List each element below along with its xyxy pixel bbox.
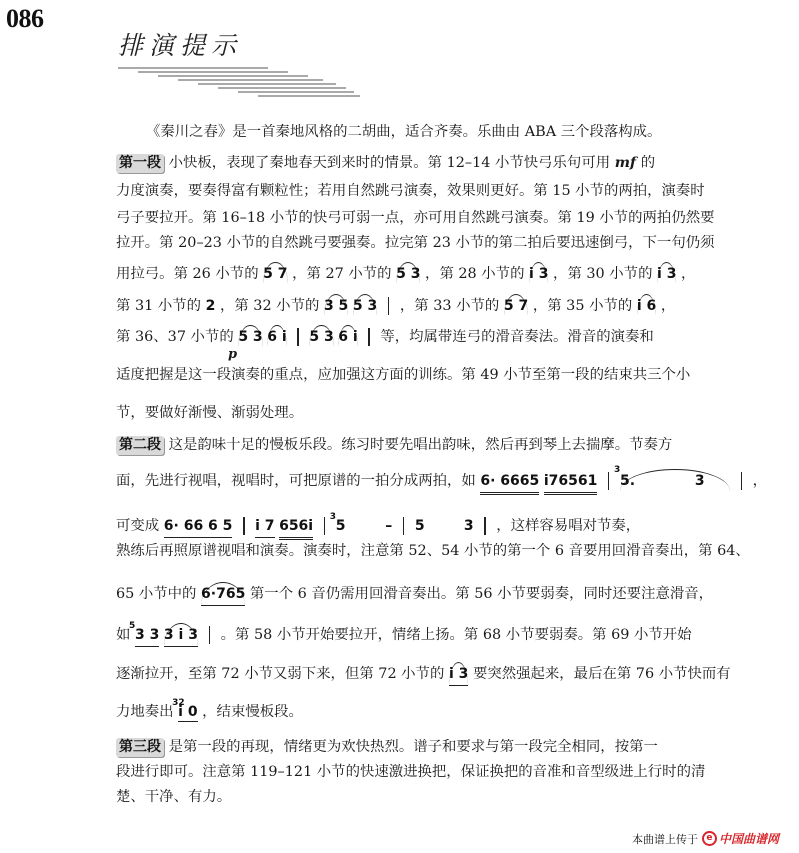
section1-line7 (116, 325, 706, 347)
notation: i 3 (657, 262, 676, 284)
notation: 3 i 3 (164, 623, 198, 647)
s2-text: 可变成 (116, 518, 160, 534)
s2-text: 如 (116, 627, 131, 643)
notation (128, 621, 160, 647)
section1-line4: 拉开。第 20–23 小节的自然跳弓要强奏。拉完第 23 小节的第二拍后要迅速倒弓，下一句仍须 (116, 235, 715, 251)
section1-line1 (116, 153, 706, 173)
s1-text: ， (681, 266, 696, 282)
footer-text: 本曲谱上传于 (631, 832, 698, 846)
barline (324, 517, 326, 535)
barline (368, 328, 370, 346)
notation (172, 698, 198, 722)
s1-text: 第 36、37 小节的 (116, 329, 234, 345)
section3-line3: 楚、干净、有力。 (116, 789, 232, 805)
grace-note: 3 (614, 465, 621, 475)
page-number: 086 (6, 4, 44, 33)
title-block (118, 26, 398, 76)
section2-line3 (116, 512, 706, 540)
s2-text: 逐渐拉开，至第 72 小节又弱下来，但第 72 小节的 (116, 666, 445, 682)
dynamic-p: p (228, 347, 238, 362)
notation (614, 465, 730, 491)
notation-note: 3 3 (134, 627, 160, 643)
section3-line2: 段进行即可。注意第 119–121 小节的快速激进换把，保证换把的音准和音型级进上行时的清 (116, 764, 706, 780)
section2-badge (116, 436, 164, 455)
notation-note: 3 (694, 473, 705, 489)
grace-note: 5 (128, 621, 136, 631)
grace-note: 3 (329, 512, 337, 522)
notation-note: 5 (335, 518, 346, 534)
notation: 5 3 (238, 325, 262, 347)
intro-paragraph: 《秦川之春》是一首秦地风格的二胡曲，适合齐奏。乐曲由 ABA 三个段落构成。 (146, 124, 662, 140)
s2-text: ，这样容易唱对节奏， (496, 518, 641, 534)
footer (632, 830, 779, 847)
notation: 6 i (338, 325, 357, 347)
s1-text: ，第 33 小节的 (399, 298, 500, 314)
notation: 3 5 (324, 294, 348, 316)
section2-line8 (116, 698, 706, 722)
section2-line6 (116, 623, 706, 647)
s1-text: ， (660, 298, 676, 314)
barline (484, 517, 486, 535)
section2-line2 (116, 465, 768, 495)
section3-badge-label: 第三段 (119, 739, 161, 755)
logo-icon: e (702, 831, 717, 846)
section1-line8: 适度把握是这一段演奏的重点，应加强这方面的训练。第 49 小节至第一段的结束共三个小 (116, 367, 691, 383)
notation-note: – (385, 518, 393, 534)
notation: 5 7 (504, 294, 528, 316)
s2-text: 面，先进行视唱，视唱时，可把原谱的一拍分成两拍，如 (116, 473, 476, 489)
notation: 5 3 (353, 294, 377, 316)
s1-text: ，第 27 小节的 (292, 266, 392, 282)
barline (243, 517, 245, 535)
section2-badge-label: 第二段 (119, 437, 161, 453)
notation: 5 7 (263, 262, 287, 284)
logo-text: 中国曲谱网 (718, 832, 779, 846)
grace-note: 32 (172, 698, 185, 708)
section2-line4: 熟练后再照原谱视唱和演奏。演奏时，注意第 52、54 小节的第一个 6 音要用回滑音奏出，第 64、 (116, 543, 750, 559)
s3-text: 是第一段的再现，情绪更为欢快热烈。谱子和要求与第一段完全相同，按第一 (168, 739, 658, 755)
notation: 6 i (267, 325, 286, 347)
s2-text: 。第 58 小节开始要拉开，情绪上扬。第 68 小节要弱奏。第 69 小节开始 (220, 627, 692, 643)
site-logo[interactable] (702, 830, 779, 847)
barline (608, 472, 610, 490)
notation: 6·765 (201, 582, 245, 606)
s2-text: 力地奏出 (116, 704, 174, 720)
s1-text: ，第 30 小节的 (553, 266, 653, 282)
notation-note: i 0 (178, 704, 198, 720)
notation: 5 (414, 518, 425, 534)
notation: 656i (279, 517, 313, 540)
notation: i 3 (449, 662, 468, 686)
section3-badge (116, 738, 164, 757)
s1-text: 用拉弓。第 26 小节的 (116, 266, 259, 282)
s1-text: ，第 35 小节的 (532, 298, 633, 314)
notation: i76561 (544, 472, 598, 495)
notation: 2 (205, 298, 216, 314)
notation: i 6 (637, 294, 656, 316)
section1-line5 (116, 262, 706, 284)
notation: 5 3 (309, 325, 333, 347)
notation: i 3 (529, 262, 548, 284)
barline (209, 626, 211, 644)
notation: 6· 66 6 5 (164, 517, 233, 538)
section2-line5 (116, 582, 714, 606)
barline (388, 297, 390, 315)
notation-note: 5. (620, 473, 636, 489)
s2-text: 这是韵味十足的慢板乐段。练习时要先唱出韵味，然后再到琴上去揣摩。节奏方 (168, 437, 673, 453)
barline (403, 517, 405, 535)
notation (329, 512, 393, 536)
barline (297, 328, 299, 346)
s2-text: 要突然强起来，最后在第 76 小节快而有 (472, 666, 731, 682)
s1-text: ，第 32 小节的 (219, 298, 320, 314)
section1-badge (116, 154, 164, 173)
section2-line7 (116, 662, 731, 686)
page-title: 排演提示 (118, 31, 243, 60)
notation: i 7 (255, 517, 274, 538)
section1-line9: 节，要做好渐慢、渐弱处理。 (116, 405, 304, 421)
s1-text: 等，均属带连弓的滑音奏法。滑音的演奏和 (380, 329, 654, 345)
section3-line1 (116, 738, 706, 757)
s2-text: 第一个 6 音仍需用回滑音奏出。第 56 小节要弱奏，同时还要注意滑音， (249, 586, 714, 602)
s1-text: 第 31 小节的 (116, 298, 202, 314)
section2-line1 (116, 436, 706, 455)
notation: 6· 6665 (480, 472, 539, 495)
section1-line6 (116, 294, 706, 316)
dynamic-mf: mf (614, 154, 637, 171)
section1-line3: 弓子要拉开。第 16–18 小节的快弓可弱一点，亦可用自然跳弓演奏。第 19 小节的两拍仍然要 (116, 210, 715, 226)
s2-text: ， (752, 473, 768, 489)
title-underline-hatch (118, 66, 368, 100)
section1-line2: 力度演奏，要奏得富有颗粒性；若用自然跳弓演奏，效果则更好。第 15 小节的两拍，演奏时 (116, 183, 705, 199)
s1-text: 的 (640, 155, 656, 171)
s1-text: 小快板，表现了秦地春天到来时的情景。第 12–14 小节快弓乐句可用 (168, 155, 611, 171)
notation: 5 3 (396, 262, 420, 284)
section1-badge-label: 第一段 (119, 155, 161, 171)
notation: 3 (463, 518, 474, 534)
s2-text: 65 小节中的 (116, 586, 197, 602)
barline (741, 472, 743, 490)
s2-text: ，结束慢板段。 (202, 704, 303, 720)
s1-text: ，第 28 小节的 (425, 266, 525, 282)
